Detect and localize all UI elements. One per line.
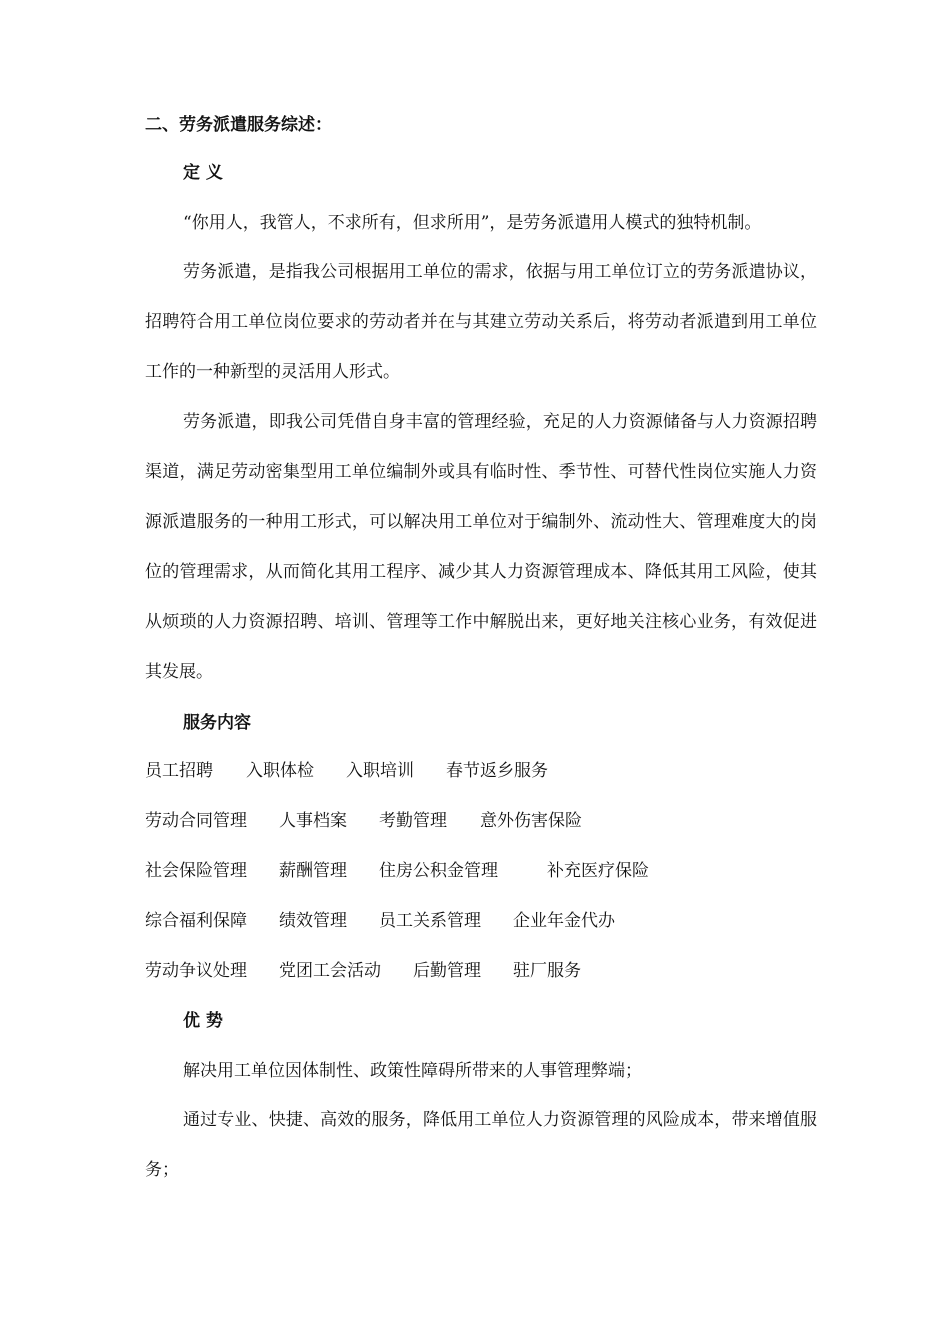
services-row-5 bbox=[145, 958, 581, 984]
section-title: 二、劳务派遣服务综述： bbox=[145, 115, 332, 135]
service-item: 企业年金代办 bbox=[513, 911, 615, 931]
definition-heading: 定 义 bbox=[183, 163, 223, 183]
advantage-item-1: 解决用工单位因体制性、政策性障碍所带来的人事管理弊端； bbox=[183, 1061, 642, 1081]
service-item: 驻厂服务 bbox=[513, 961, 581, 981]
service-item: 社会保险管理 bbox=[145, 861, 247, 881]
services-row-4 bbox=[145, 908, 615, 934]
service-item: 补充医疗保险 bbox=[547, 861, 649, 881]
advantages-heading: 优 势 bbox=[183, 1011, 223, 1031]
definition-quote: “你用人，我管人，不求所有，但求所用”，是劳务派遣用人模式的独特机制。 bbox=[183, 213, 762, 233]
definition-paragraph-1: 劳务派遣，是指我公司根据用工单位的需求，依据与用工单位订立的劳务派遣协议，招聘符合用工单位岗位要求的劳动者并在与其建立劳动关系后，将劳动者派遣到用工单位工作的一种新型的灵活用人形式。 bbox=[145, 262, 817, 382]
services-row-2 bbox=[145, 808, 582, 834]
service-item: 绩效管理 bbox=[279, 911, 347, 931]
service-item: 员工招聘 bbox=[145, 761, 213, 781]
service-item: 综合福利保障 bbox=[145, 911, 247, 931]
service-item: 后勤管理 bbox=[413, 961, 481, 981]
service-item: 入职培训 bbox=[346, 761, 414, 781]
service-item: 入职体检 bbox=[246, 761, 314, 781]
service-item: 薪酬管理 bbox=[279, 861, 347, 881]
service-item: 意外伤害保险 bbox=[480, 811, 582, 831]
definition-paragraph-2: 劳务派遣，即我公司凭借自身丰富的管理经验，充足的人力资源储备与人力资源招聘渠道，满足劳动密集型用工单位编制外或具有临时性、季节性、可替代性岗位实施人力资源派遣服务的一种用工形式，可以解决用工单位对于编制外、流动性大、管理难度大的岗位的管理需求，从而简化其用工程序、减少其人力资源管理成本、降低其用工风险，使其从烦琐的人力资源招聘、培训、管理等工作中解脱出来，更好地关注核心业务，有效促进其发展。 bbox=[145, 412, 817, 682]
services-row-3 bbox=[145, 858, 649, 884]
advantage-item-2: 通过专业、快捷、高效的服务，降低用工单位人力资源管理的风险成本，带来增值服务； bbox=[145, 1110, 817, 1180]
services-row-1 bbox=[145, 758, 548, 784]
service-item: 住房公积金管理 bbox=[379, 861, 498, 881]
service-item: 员工关系管理 bbox=[379, 911, 481, 931]
service-item: 劳动合同管理 bbox=[145, 811, 247, 831]
services-heading: 服务内容 bbox=[183, 713, 251, 733]
service-item: 春节返乡服务 bbox=[446, 761, 548, 781]
service-item: 人事档案 bbox=[279, 811, 347, 831]
service-item: 劳动争议处理 bbox=[145, 961, 247, 981]
service-item: 党团工会活动 bbox=[279, 961, 381, 981]
service-item: 考勤管理 bbox=[379, 811, 447, 831]
